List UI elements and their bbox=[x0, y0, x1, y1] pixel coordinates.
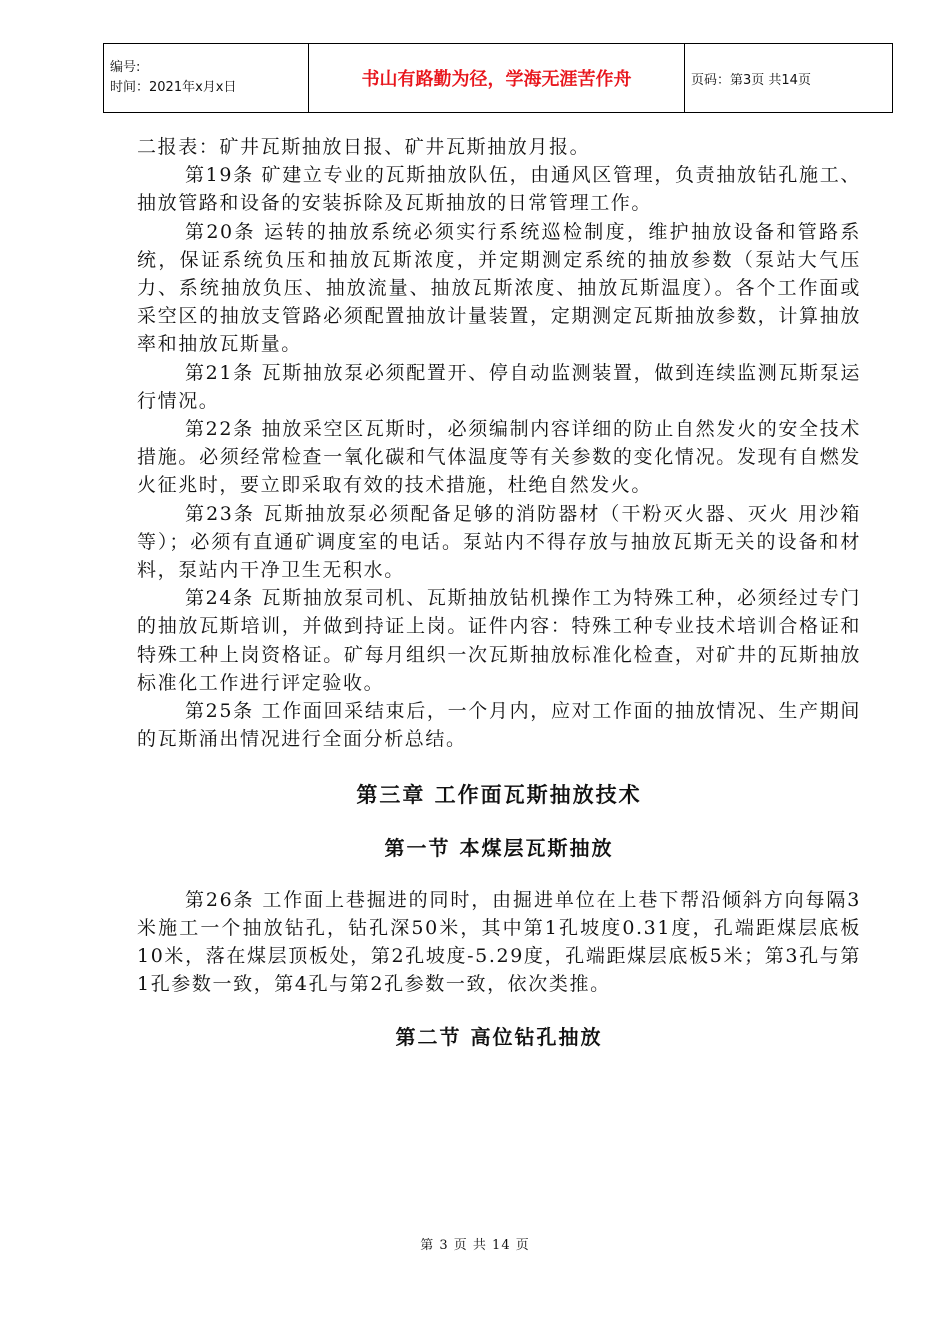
section-2-title: 第二节 高位钻孔抽放 bbox=[395, 1024, 603, 1049]
header-meta-cell bbox=[104, 44, 309, 113]
paragraph-article-19: 第19条 矿建立专业的瓦斯抽放队伍，由通风区管理，负责抽放钻孔施工、抽放管路和设备的安装拆除及瓦斯抽放的日常管理工作。 bbox=[137, 164, 861, 215]
page-footer: 第 3 页 共 14 页 bbox=[420, 1238, 530, 1253]
paragraph-article-23: 第23条 瓦斯抽放泵必须配备足够的消防器材（干粉灭火器、灭火 用沙箱等）；必须有直通矿调度室的电话。泵站内不得存放与抽放瓦斯无关的设备和材料，泵站内干净卫生无积水。 bbox=[137, 502, 861, 582]
header-date-label: 时间：2021年x月x日 bbox=[110, 80, 237, 95]
chapter-title: 第三章 工作面瓦斯抽放技术 bbox=[356, 782, 642, 808]
paragraph-article-22: 第22条 抽放采空区瓦斯时，必须编制内容详细的防止自然发火的安全技术措施。必须经常检查一氧化碳和气体温度等有关参数的变化情况。发现有自燃发火征兆时，要立即采取有效的技术措施，杜绝自然发火。 bbox=[137, 418, 861, 497]
paragraph-article-20: 第20条 运转的抽放系统必须实行系统巡检制度，维护抽放设备和管路系统，保证系统负压和抽放瓦斯浓度，并定期测定系统的抽放参数（泵站大气压力、系统抽放负压、抽放流量、抽放瓦斯浓度、抽放瓦斯温度）。各个工作面或采空区的抽放支管路必须配置抽放计量装置，定期测定瓦斯抽放参数，计算抽放率和抽放瓦斯量。 bbox=[137, 220, 861, 356]
header-table bbox=[103, 43, 893, 113]
document-body bbox=[137, 133, 861, 1051]
header-page-info: 页码：第3页 共14页 bbox=[685, 44, 893, 113]
header-number-label: 编号: bbox=[110, 60, 141, 75]
paragraph-article-24: 第24条 瓦斯抽放泵司机、瓦斯抽放钻机操作工为特殊工种，必须经过专门的抽放瓦斯培训，并做到持证上岗。证件内容：特殊工种专业技术培训合格证和特殊工种上岗资格证。矿每月组织一次瓦斯抽放标准化检查，对矿井的瓦斯抽放标准化工作进行评定验收。 bbox=[137, 587, 861, 694]
paragraph-article-21: 第21条 瓦斯抽放泵必须配置开、停自动监测装置，做到连续监测瓦斯泵运行情况。 bbox=[137, 361, 861, 412]
section-1-title: 第一节 本煤层瓦斯抽放 bbox=[384, 835, 614, 860]
paragraph-article-25: 第25条 工作面回采结束后，一个月内，应对工作面的抽放情况、生产期间的瓦斯涌出情况进行全面分析总结。 bbox=[137, 700, 861, 751]
paragraph-article-26: 第26条 工作面上巷掘进的同时，由掘进单位在上巷下帮沿倾斜方向每隔3米施工一个抽放钻孔，钻孔深50米，其中第1孔坡度0.31度，孔端距煤层底板10米，落在煤层顶板处，第2孔坡度-5.29度，孔端距煤层底板5米；第3孔与第1孔参数一致，第4孔与第2孔参数一致，依次类推。 bbox=[137, 888, 861, 996]
header-motto: 书山有路勤为径，学海无涯苦作舟 bbox=[309, 44, 685, 113]
paragraph-report: 二报表：矿井瓦斯抽放日报、矿井瓦斯抽放月报。 bbox=[137, 136, 591, 158]
